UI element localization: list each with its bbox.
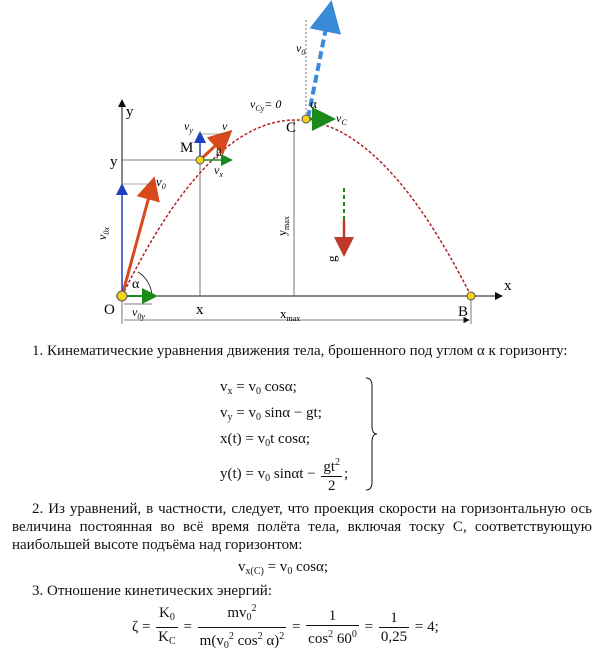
equation-y: $y(t) = v_0$ sinαt − $\frac{gt^2}{2}$ ;	[220, 454, 348, 495]
m-vy-label: $v_y$	[184, 119, 193, 135]
v0y-label: $v_{0y}$	[132, 305, 145, 321]
m-vx-label: $v_x$	[214, 163, 223, 179]
equation-vy: $v_y = v_0$ sinα − gt;	[220, 405, 322, 423]
ymax-label: $y_{max}$	[275, 216, 291, 236]
origin-point	[117, 291, 127, 301]
point-b-label: B	[458, 304, 469, 320]
point-c	[302, 115, 310, 123]
equation-energy-ratio: ζ = $\frac{K_0}{K_C}$ = $\frac{mv_0^2}{m(v_0^2 \cos^2 \alpha)^2}$ = $\frac{1}{\cos^2 60^0}$ = $\frac{1}{0,25}$ = 4;	[132, 600, 439, 655]
vc-label: $v_C$	[336, 111, 347, 127]
item-2-text: 2. Из уравнений, в частности, следует, что проекция скорости на горизонтальную ось величина постоянная во всё время полёта тела, включая тоску С, соответствующую наибольшей высоте подъёма над горизонтом:	[12, 501, 592, 553]
v0-label: $v_0$	[156, 174, 166, 191]
x-axis-label: x	[504, 278, 512, 294]
m-velocity-vector	[200, 134, 228, 160]
v0-top-label: $v_0$	[296, 41, 306, 57]
xmax-label: $x_{max}$	[280, 306, 301, 323]
item-3-text: 3. Отношение кинетических энергий:	[32, 583, 272, 599]
v0x-label: $v_{0x}$	[95, 227, 111, 240]
origin-label: O	[104, 302, 115, 318]
point-c-label: C	[286, 120, 297, 136]
point-m-label: M	[180, 140, 194, 156]
trajectory	[122, 120, 471, 296]
alpha-top-label: α	[310, 96, 317, 111]
alpha-arc	[138, 272, 152, 296]
x-value-label: x	[196, 302, 204, 318]
vcy-label: $v_{Cy}= 0$	[250, 97, 282, 113]
g-label: g	[324, 255, 339, 262]
y-axis-label: y	[126, 104, 134, 120]
y-value-label: y	[110, 154, 118, 170]
system-brace	[364, 376, 378, 492]
beta-label: β	[216, 147, 222, 159]
point-b	[467, 292, 475, 300]
equation-vxc: $v_{x(C)} = v_0$ cosα;	[238, 559, 329, 577]
equation-vx: $v_x = v_0$ cosα;	[220, 379, 297, 397]
item-1-text: 1. Кинематические уравнения движения тела, брошенного под углом α к горизонту:	[32, 343, 568, 359]
m-v-label: v	[222, 119, 228, 133]
point-m	[196, 156, 204, 164]
alpha-label: α	[132, 277, 140, 292]
projectile-motion-figure	[95, 0, 530, 330]
equation-x: $x(t) = v_0t$ cosα;	[220, 431, 311, 449]
